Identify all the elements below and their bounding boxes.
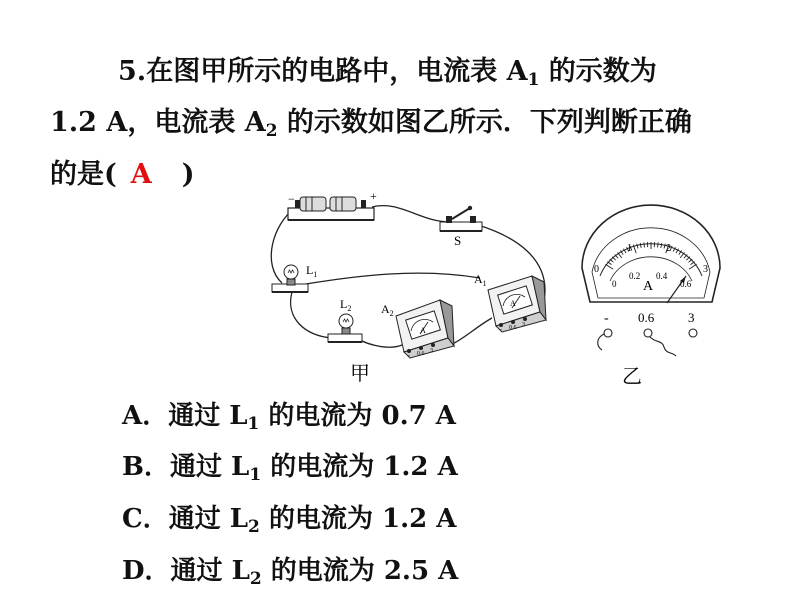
question-line-1: 5.在图甲所示的电路中，电流表 $A_1$ 的示数为	[118, 56, 657, 90]
dial-outer-3: 3	[703, 264, 708, 275]
dial-terminal-minus: -	[604, 311, 609, 326]
lamp-l1	[272, 263, 317, 292]
svg-text:0.6: 0.6	[417, 351, 425, 357]
dial-unit: A	[643, 279, 654, 294]
dial-inner-02: 0.2	[629, 271, 641, 281]
option-b[interactable]: B．通过 $L_1$ 的电流为 1.2 A	[122, 452, 458, 485]
wire-battery-switch	[372, 206, 450, 222]
wire-lamp1-meter1	[300, 273, 480, 285]
ammeter-a1-ref: $A_1$	[506, 56, 540, 90]
svg-text:A: A	[510, 299, 516, 308]
svg-text:A: A	[420, 326, 426, 335]
battery-plus-label: +	[370, 189, 377, 203]
svg-text:3: 3	[522, 322, 525, 328]
dial-terminal-06: 0.6	[638, 310, 655, 325]
svg-text:-: -	[500, 327, 502, 333]
question-line-3: 的是( A )	[50, 159, 195, 190]
question-number: 5	[118, 56, 137, 87]
dial-outer-1: 1	[627, 243, 632, 254]
switch-label: S	[454, 233, 462, 248]
a1-reading: 1.2 A	[50, 107, 128, 138]
svg-text:3: 3	[430, 348, 433, 354]
svg-text:0.6: 0.6	[509, 325, 517, 331]
ammeter-a1-label: $A_1$	[474, 272, 487, 288]
ammeter-a2	[381, 300, 454, 359]
ammeter-a2-label: $A_2$	[381, 302, 394, 318]
dial-outer-2: 2	[666, 243, 671, 254]
battery-minus-label: −	[288, 192, 295, 206]
dial-inner-0: 0	[612, 279, 617, 289]
svg-text:-: -	[408, 353, 410, 359]
answer-letter: A	[130, 159, 152, 190]
ammeter-a2-ref: $A_2$	[244, 107, 278, 141]
wire-lamp2-meter2	[356, 338, 402, 347]
option-c[interactable]: C．通过 $L_2$ 的电流为 1.2 A	[122, 504, 457, 537]
ammeter-dial	[582, 205, 720, 356]
option-a[interactable]: A．通过 $L_1$ 的电流为 0.7 A	[122, 401, 456, 434]
caption-yi: 乙	[622, 364, 642, 388]
lamp-l1-label: $L_1$	[306, 263, 318, 279]
wire-lamp1-lamp2	[291, 292, 332, 338]
lamp-l2	[328, 297, 362, 342]
switch	[440, 206, 482, 248]
question-line-2: 1.2 A，电流表 $A_2$ 的示数如图乙所示．下列判断正确	[50, 107, 692, 141]
dial-terminal-3: 3	[688, 310, 695, 325]
dial-inner-04: 0.4	[656, 271, 668, 281]
lamp-l2-label: $L_2$	[340, 297, 352, 313]
battery	[288, 189, 377, 220]
option-d[interactable]: D．通过 $L_2$ 的电流为 2.5 A	[122, 556, 459, 589]
caption-jia: 甲	[350, 361, 370, 385]
dial-inner-06: 0.6	[680, 279, 692, 289]
dial-outer-0: 0	[594, 264, 599, 275]
ammeter-a1	[474, 272, 546, 333]
